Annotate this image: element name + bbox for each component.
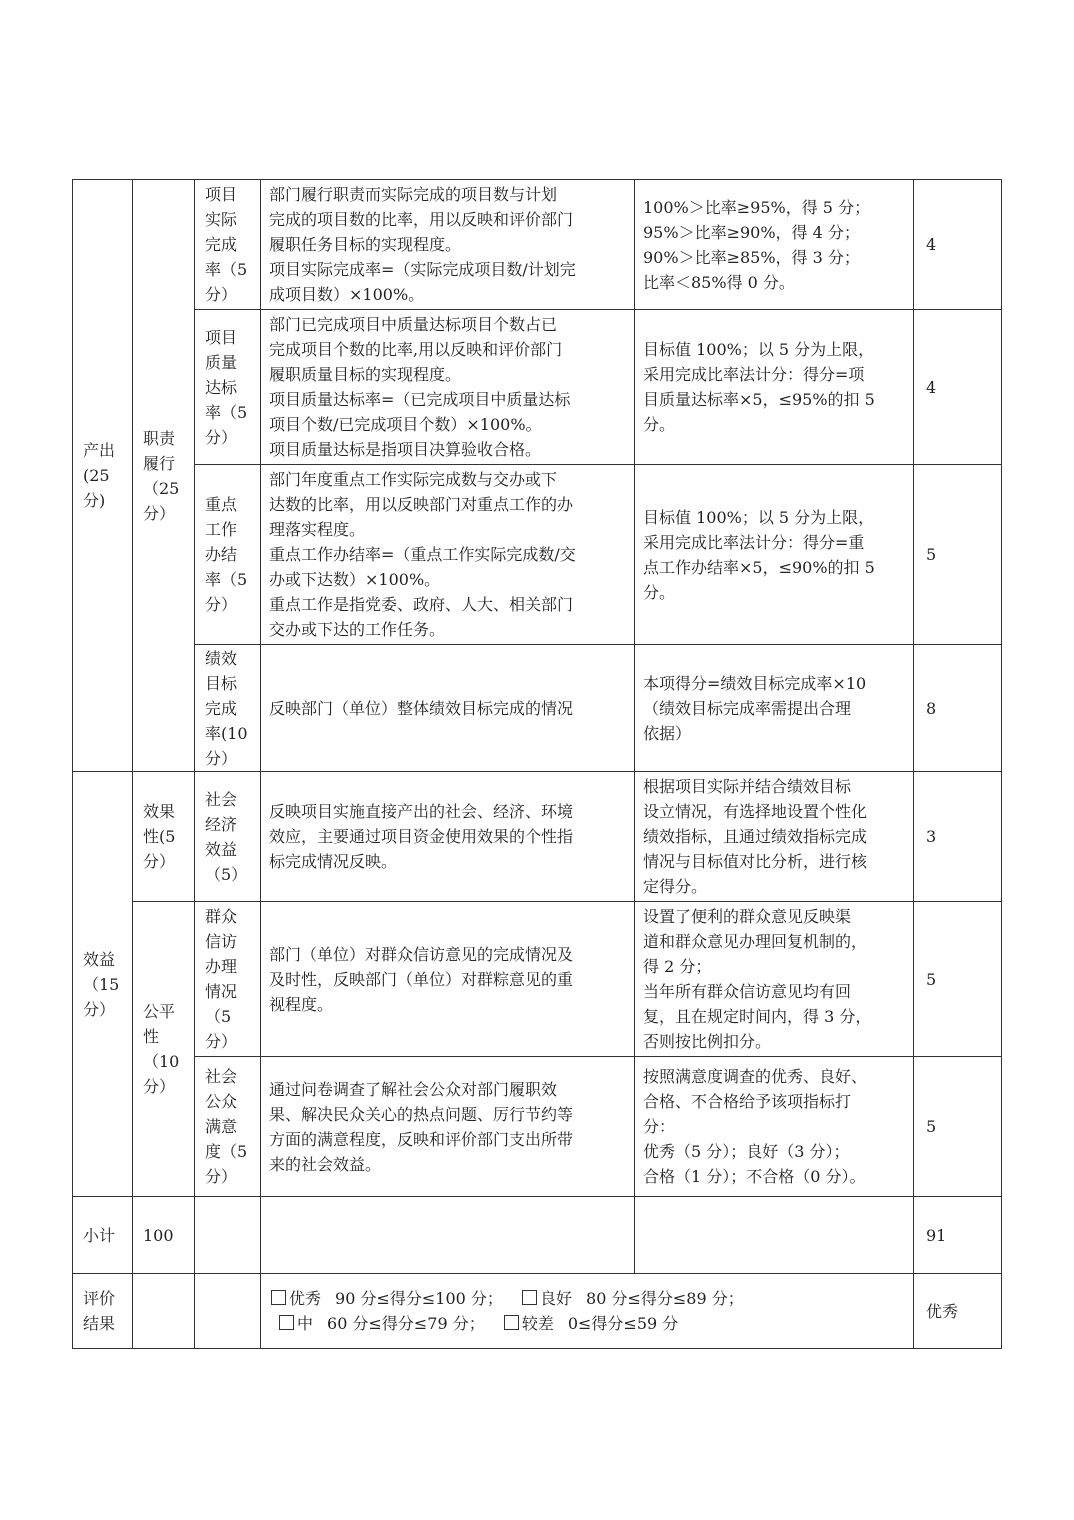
indicator-score: 4 xyxy=(914,180,1002,310)
checkbox-good[interactable] xyxy=(522,1290,537,1305)
indicator-description: 通过问卷调查了解社会公众对部门履职效 果、解决民众关心的热点问题、厉行节约等 方面的满意程度，反映和评价部门支出所带 来的社会效益。 xyxy=(261,1057,635,1197)
scoring-rule: 100%＞比率≥95%，得 5 分； 95%＞比率≥90%，得 4 分； 90%＞比率≥85%，得 3 分； 比率＜85%得 0 分。 xyxy=(635,180,914,310)
option-range: 80 分≤得分≤89 分； xyxy=(586,1289,744,1308)
indicator-name: 项目 质量 达标 率（5 分） xyxy=(195,310,261,465)
empty-cell xyxy=(195,1197,261,1274)
indicator-score: 3 xyxy=(914,772,1002,902)
table-row xyxy=(73,1057,1002,1197)
scoring-rule: 目标值 100%；以 5 分为上限， 采用完成比率法计分：得分=项 目质量达标率×5，≤95%的扣 5 分。 xyxy=(635,310,914,465)
result-value: 优秀 xyxy=(914,1274,1002,1349)
option-range: 90 分≤得分≤100 分； xyxy=(335,1289,503,1308)
scoring-rule: 目标值 100%；以 5 分为上限， 采用完成比率法计分：得分=重 点工作办结率×5，≤90%的扣 5 分。 xyxy=(635,465,914,645)
table-row xyxy=(73,180,1002,310)
result-row xyxy=(73,1274,1002,1349)
checkbox-excellent[interactable] xyxy=(271,1290,286,1305)
table-row xyxy=(73,645,1002,772)
indicator-score: 5 xyxy=(914,465,1002,645)
indicator-name: 社会 经济 效益 （5） xyxy=(195,772,261,902)
option-range: 60 分≤得分≤79 分； xyxy=(327,1314,485,1333)
subcategory-fairness: 公平 性 （10 分） xyxy=(133,902,195,1197)
empty-cell xyxy=(635,1197,914,1274)
indicator-description: 部门（单位）对群众信访意见的完成情况及 及时性，反映部门（单位）对群粽意见的重 视程度。 xyxy=(261,902,635,1057)
scoring-rule: 设置了便利的群众意见反映渠 道和群众意见办理回复机制的， 得 2 分； 当年所有群众信访意见均有回 复，且在规定时间内，得 3 分， 否则按比例扣分。 xyxy=(635,902,914,1057)
checkbox-medium[interactable] xyxy=(279,1315,294,1330)
category-benefit: 效益 （15 分） xyxy=(73,772,133,1197)
indicator-description: 部门履行职责而实际完成的项目数与计划 完成的项目数的比率，用以反映和评价部门 履职任务目标的实现程度。 项目实际完成率=（实际完成项目数/计划完 成项目数）×100%。 xyxy=(261,180,635,310)
indicator-description: 部门已完成项目中质量达标项目个数占已 完成项目个数的比率,用以反映和评价部门 履职质量目标的实现程度。 项目质量达标率=（已完成项目中质量达标 项目个数/已完成项目个数）×100%。 项目质量达标是指项目决算验收合格。 xyxy=(261,310,635,465)
indicator-name: 社会 公众 满意 度（5 分） xyxy=(195,1057,261,1197)
subcategory-effect: 效果 性(5 分） xyxy=(133,772,195,902)
subcategory-duty: 职责 履行 （25 分） xyxy=(133,180,195,772)
indicator-score: 4 xyxy=(914,310,1002,465)
indicator-score: 5 xyxy=(914,902,1002,1057)
indicator-name: 项目 实际 完成 率（5 分） xyxy=(195,180,261,310)
option-label: 良好 xyxy=(540,1289,573,1308)
result-label: 评价 结果 xyxy=(73,1274,133,1349)
checkbox-poor[interactable] xyxy=(504,1315,519,1330)
subtotal-score: 91 xyxy=(914,1197,1002,1274)
indicator-score: 5 xyxy=(914,1057,1002,1197)
indicator-description: 部门年度重点工作实际完成数与交办或下 达数的比率，用以反映部门对重点工作的办 理落实程度。 重点工作办结率=（重点工作实际完成数/交 办或下达数）×100%。 重点工作是指党委、政府、人大、相关部门 交办或下达的工作任务。 xyxy=(261,465,635,645)
scoring-rule: 按照满意度调查的优秀、良好、 合格、不合格给予该项指标打 分： 优秀（5 分）；良好（3 分）； 合格（1 分）；不合格（0 分）。 xyxy=(635,1057,914,1197)
category-output: 产出 (25 分) xyxy=(73,180,133,772)
table-row xyxy=(73,465,1002,645)
indicator-description: 反映部门（单位）整体绩效目标完成的情况 xyxy=(261,645,635,772)
empty-cell xyxy=(133,1274,195,1349)
empty-cell xyxy=(195,1274,261,1349)
subtotal-row xyxy=(73,1197,1002,1274)
indicator-name: 重点 工作 办结 率（5 分） xyxy=(195,465,261,645)
table-row xyxy=(73,772,1002,902)
table-row xyxy=(73,902,1002,1057)
option-label: 较差 xyxy=(521,1314,554,1333)
indicator-description: 反映项目实施直接产出的社会、经济、环境 效应，主要通过项目资金使用效果的个性指 标完成情况反映。 xyxy=(261,772,635,902)
table-row xyxy=(73,310,1002,465)
option-label: 中 xyxy=(297,1314,314,1333)
scoring-rule: 本项得分=绩效目标完成率×10 （绩效目标完成率需提出合理 依据） xyxy=(635,645,914,772)
result-options xyxy=(261,1274,914,1349)
indicator-name: 绩效 目标 完成 率(10 分） xyxy=(195,645,261,772)
empty-cell xyxy=(261,1197,635,1274)
scoring-rule: 根据项目实际并结合绩效目标 设立情况，有选择地设置个性化 绩效指标，且通过绩效指标完成 情况与目标值对比分析，进行核 定得分。 xyxy=(635,772,914,902)
subtotal-weight: 100 xyxy=(133,1197,195,1274)
indicator-score: 8 xyxy=(914,645,1002,772)
option-label: 优秀 xyxy=(289,1289,322,1308)
option-range: 0≤得分≤59 分 xyxy=(567,1314,679,1333)
evaluation-table xyxy=(72,179,1002,1349)
indicator-name: 群众 信访 办理 情况 （5 分） xyxy=(195,902,261,1057)
subtotal-label: 小计 xyxy=(73,1197,133,1274)
